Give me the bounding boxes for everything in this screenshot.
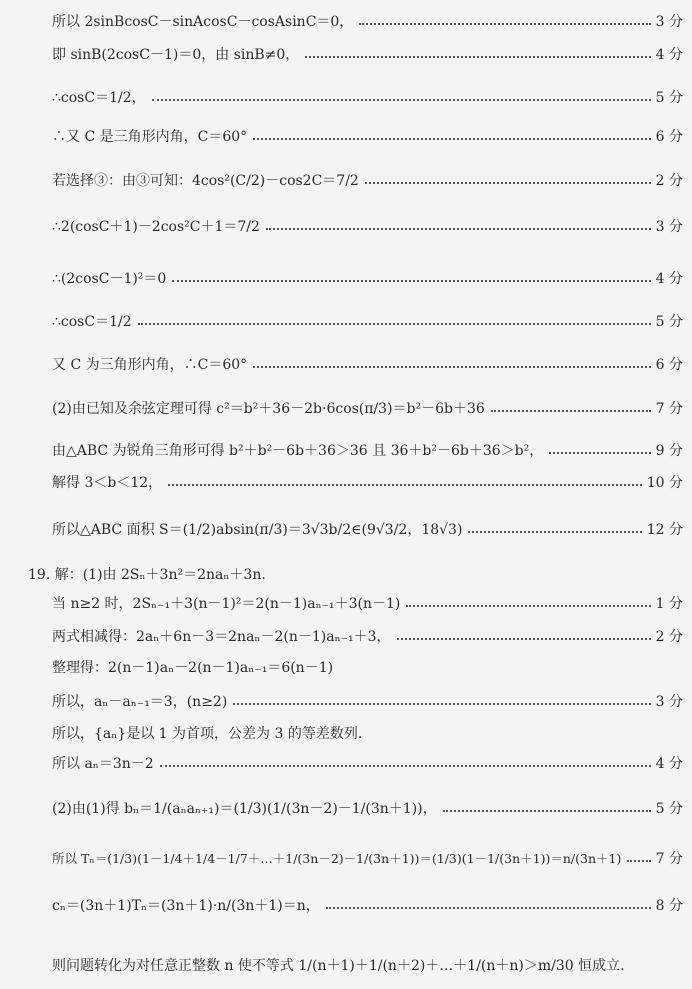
solution-text: 19. 解：(1)由 2Sₙ＋3n²＝2naₙ＋3n. — [28, 567, 266, 583]
solution-line — [52, 624, 683, 648]
dot-leader — [365, 182, 651, 184]
solution-line — [52, 438, 683, 462]
solution-line — [52, 796, 683, 820]
dot-leader — [152, 99, 651, 101]
dot-leader — [627, 860, 650, 862]
score-label: 4 分 — [655, 271, 683, 287]
solution-text: ∴(2cosC－1)²＝0 — [52, 271, 167, 287]
solution-text: ∴又 C 是三角形内角，C＝60° — [52, 129, 248, 145]
solution-text: 所以，{aₙ}是以 1 为首项，公差为 3 的等差数列. — [52, 726, 363, 742]
score-label: 9 分 — [655, 443, 683, 459]
solution-text: ∴cosC＝1/2， — [52, 90, 146, 106]
dot-leader — [160, 765, 651, 767]
dot-leader — [549, 452, 650, 454]
solution-line — [52, 85, 683, 109]
score-label: 5 分 — [655, 801, 683, 817]
score-label: 10 分 — [646, 475, 683, 491]
solution-text: 即 sinB(2cosC－1)＝0，由 sinB≠0， — [52, 47, 300, 63]
score-label: 7 分 — [655, 401, 683, 417]
score-label: 3 分 — [655, 694, 683, 710]
solution-line — [52, 9, 683, 33]
solution-text: 所以 Tₙ＝(1/3)(1－1/4＋1/4－1/7＋…＋1/(3n－2)－1/(3n＋1))＝(1/3)(1－1/(3n＋1))＝n/(3n＋1) — [52, 851, 622, 866]
solution-line — [52, 846, 683, 870]
dot-leader — [138, 323, 651, 325]
score-label: 5 分 — [655, 314, 683, 330]
solution-line — [52, 689, 683, 713]
solution-text: 所以 2sinBcosC－sinAcosC－cosAsinC＝0， — [52, 14, 354, 30]
solution-text: (2)由已知及余弦定理可得 c²＝b²＋36－2b·6cos(π/3)＝b²－6b＋36 — [52, 401, 485, 417]
solution-text: ∴2(cosC＋1)－2cos²C＋1＝7/2 — [52, 219, 260, 235]
solution-line — [52, 893, 683, 917]
score-label: 12 分 — [646, 522, 683, 538]
score-label: 1 分 — [655, 596, 683, 612]
dot-leader — [359, 23, 650, 25]
solution-line — [52, 655, 683, 679]
dot-leader — [443, 810, 651, 812]
solution-text: 解得 3＜b＜12， — [52, 475, 163, 491]
solution-text: 整理得：2(n－1)aₙ－2(n－1)aₙ₋₁＝6(n－1) — [52, 660, 334, 676]
score-label: 6 分 — [655, 129, 683, 145]
score-label: 2 分 — [655, 629, 683, 645]
solution-line — [52, 266, 683, 290]
score-label: 3 分 — [655, 14, 683, 30]
score-label: 6 分 — [655, 357, 683, 373]
solution-line — [28, 562, 683, 586]
solution-line — [52, 470, 683, 494]
dot-leader — [168, 484, 642, 486]
dot-leader — [397, 638, 651, 640]
solution-text: 若选择③：由③可知：4cos²(C/2)－cos2C＝7/2 — [52, 173, 359, 189]
score-label: 3 分 — [655, 219, 683, 235]
solution-text: (2)由(1)得 bₙ＝1/(aₙaₙ₊₁)＝(1/3)(1/(3n－2)－1/(3n＋1))， — [52, 801, 437, 817]
solution-text: 又 C 为三角形内角，∴C＝60° — [52, 357, 248, 373]
solution-line — [52, 42, 683, 66]
dot-leader — [326, 907, 651, 909]
solution-line — [52, 124, 683, 148]
solution-text: 所以 aₙ＝3n－2 — [52, 756, 154, 772]
solution-line — [52, 517, 683, 541]
solution-text: 由△ABC 为锐角三角形可得 b²＋b²－6b＋36＞36 且 36＋b²－6b＋36＞b²， — [52, 443, 544, 459]
score-label: 4 分 — [655, 47, 683, 63]
solution-text: 所以△ABC 面积 S＝(1/2)absin(π/3)＝3√3b/2∈(9√3/2，18√3) — [52, 522, 463, 538]
score-label: 8 分 — [655, 898, 683, 914]
solution-line — [52, 751, 683, 775]
solution-text: 两式相减得：2aₙ＋6n－3＝2naₙ－2(n－1)aₙ₋₁＋3， — [52, 629, 391, 645]
solution-text: ∴cosC＝1/2 — [52, 314, 132, 330]
dot-leader — [406, 605, 650, 607]
solution-line — [52, 309, 683, 333]
score-label: 7 分 — [655, 851, 683, 867]
dot-leader — [266, 228, 651, 230]
solution-line — [52, 721, 683, 745]
solution-line — [52, 352, 683, 376]
solution-text: 所以，aₙ－aₙ₋₁＝3，(n≥2) — [52, 694, 228, 710]
dot-leader — [253, 366, 651, 368]
dot-leader — [233, 703, 650, 705]
score-label: 5 分 — [655, 90, 683, 106]
dot-leader — [468, 531, 641, 533]
solution-line — [52, 953, 683, 977]
solution-line — [52, 591, 683, 615]
dot-leader — [253, 138, 651, 140]
solution-text: 当 n≥2 时，2Sₙ₋₁＋3(n－1)²＝2(n－1)aₙ₋₁＋3(n－1) — [52, 596, 401, 612]
dot-leader — [491, 410, 651, 412]
score-label: 2 分 — [655, 173, 683, 189]
dot-leader — [172, 280, 650, 282]
solution-line — [52, 396, 683, 420]
solution-line — [52, 214, 683, 238]
solution-line — [52, 168, 683, 192]
solution-text: 则问题转化为对任意正整数 n 使不等式 1/(n＋1)＋1/(n＋2)＋…＋1/(n＋n)＞m/30 恒成立. — [52, 958, 625, 974]
score-label: 4 分 — [655, 756, 683, 772]
dot-leader — [305, 56, 650, 58]
solution-text: cₙ＝(3n＋1)Tₙ＝(3n＋1)·n/(3n＋1)＝n， — [52, 898, 320, 914]
